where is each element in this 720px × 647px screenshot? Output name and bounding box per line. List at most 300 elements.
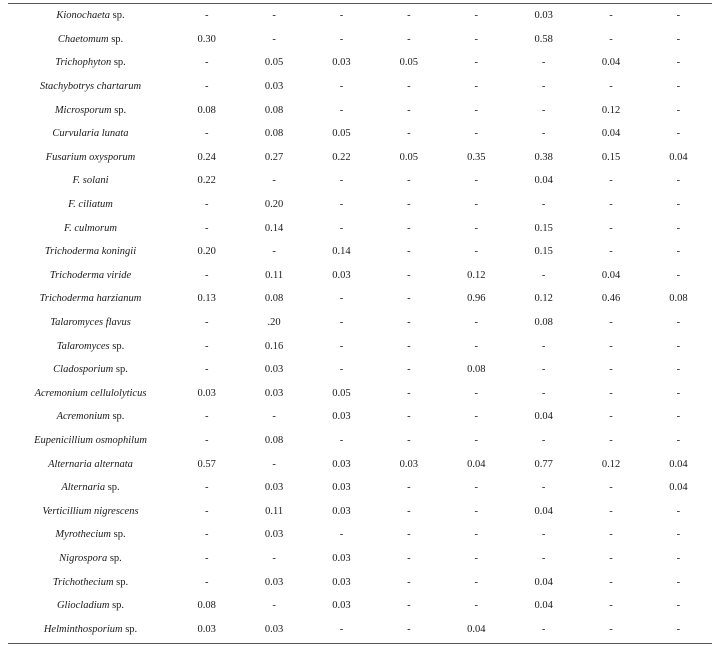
species-name: Cladosporium (53, 364, 114, 376)
species-cell (8, 476, 173, 500)
value-cell: - (609, 576, 613, 588)
value-cell: - (474, 128, 478, 140)
value-cell: 0.04 (534, 411, 553, 423)
value-cell: - (474, 529, 478, 541)
value-cell: - (339, 317, 344, 329)
table-row (8, 98, 712, 122)
table-row (8, 240, 712, 264)
species-cell (8, 334, 173, 358)
value-cell: - (272, 552, 276, 564)
value-cell: - (272, 33, 276, 45)
value-cell: 0.14 (332, 246, 351, 258)
species-name: Nigrospora (59, 552, 108, 564)
value-cell: - (609, 529, 613, 541)
value-cell: - (407, 600, 411, 612)
value-cell: - (204, 482, 209, 494)
value-cell: - (541, 529, 546, 541)
value-cell: 0.03 (399, 458, 419, 470)
value-cell: 0.04 (534, 576, 553, 588)
species-cell (8, 523, 173, 547)
value-cell: - (676, 269, 681, 281)
table-row (8, 146, 712, 170)
value-cell: - (204, 128, 209, 140)
value-cell: - (676, 199, 681, 211)
species-suffix: sp. (112, 340, 125, 352)
value-cell: - (609, 10, 613, 22)
value-cell: - (609, 33, 613, 45)
value-cell: - (474, 340, 478, 352)
value-cell: 0.04 (534, 505, 553, 517)
species-cell (8, 51, 173, 75)
value-cell: 0.03 (332, 576, 351, 588)
value-cell: 0.04 (669, 458, 688, 470)
value-cell: 0.96 (467, 293, 486, 305)
value-cell: - (676, 600, 681, 612)
value-cell: - (204, 57, 209, 69)
value-cell: 0.57 (197, 458, 216, 470)
value-cell: - (541, 387, 546, 399)
value-cell: .20 (267, 317, 281, 329)
value-cell: - (541, 482, 546, 494)
value-cell: 0.11 (265, 505, 284, 517)
value-cell: - (272, 175, 276, 187)
table-row (8, 476, 712, 500)
value-cell: - (676, 81, 681, 93)
value-cell: - (609, 505, 613, 517)
table-row (8, 382, 712, 406)
value-cell: - (676, 104, 681, 116)
value-cell: - (339, 104, 344, 116)
value-cell: 0.12 (601, 104, 621, 116)
value-cell: - (407, 529, 411, 541)
value-cell: 0.04 (601, 57, 621, 69)
value-cell: 0.03 (332, 269, 351, 281)
table-row (8, 405, 712, 429)
value-cell: - (407, 175, 411, 187)
value-cell: - (339, 623, 344, 635)
species-cell (8, 264, 173, 288)
table-row (8, 499, 712, 523)
value-cell: - (204, 576, 209, 588)
table-row (8, 51, 712, 75)
value-cell: - (541, 57, 546, 69)
species-name: Fusarium oxysporum (45, 151, 136, 163)
value-cell: - (609, 411, 613, 423)
species-name: Trichoderma viride (49, 269, 132, 281)
value-cell: - (407, 576, 411, 588)
value-cell: - (339, 175, 344, 187)
value-cell: - (609, 387, 613, 399)
value-cell: 0.03 (264, 364, 284, 376)
value-cell: - (204, 340, 209, 352)
species-cell (8, 405, 173, 429)
value-cell: 0.24 (197, 151, 216, 163)
value-cell: - (407, 10, 411, 22)
value-cell: - (474, 81, 478, 93)
species-cell (8, 287, 173, 311)
value-cell: 0.22 (332, 151, 351, 163)
table-row (8, 594, 712, 618)
species-cell (8, 382, 173, 406)
value-cell: 0.03 (332, 552, 351, 564)
table-row (8, 216, 712, 240)
value-cell: - (272, 600, 276, 612)
value-cell: - (474, 482, 478, 494)
value-cell: - (407, 81, 411, 93)
species-name: Myrothecium (55, 529, 111, 541)
value-cell: - (474, 222, 478, 234)
value-cell: 0.27 (264, 151, 284, 163)
species-name: Talaromyces (56, 340, 110, 352)
value-cell: - (407, 269, 411, 281)
species-suffix: sp. (113, 529, 126, 541)
value-cell: - (541, 128, 546, 140)
value-cell: 0.03 (332, 600, 351, 612)
value-cell: - (609, 552, 613, 564)
species-name: Kionochaeta (56, 10, 111, 22)
value-cell: - (676, 10, 681, 22)
value-cell: - (609, 81, 613, 93)
value-cell: 0.04 (467, 623, 486, 635)
species-cell (8, 216, 173, 240)
value-cell: - (339, 33, 344, 45)
value-cell: - (474, 199, 478, 211)
species-cell (8, 570, 173, 594)
species-name: Acremonium (56, 411, 110, 423)
species-suffix: sp. (112, 411, 125, 423)
species-name: Acremonium cellulolyticus (34, 387, 147, 399)
value-cell: 0.04 (601, 128, 621, 140)
value-cell: - (204, 81, 209, 93)
value-cell: 0.04 (669, 482, 688, 494)
value-cell: - (474, 411, 478, 423)
table-row (8, 169, 712, 193)
value-cell: 0.16 (264, 340, 284, 352)
value-cell: - (407, 128, 411, 140)
value-cell: 0.03 (264, 529, 284, 541)
value-cell: 0.08 (197, 104, 216, 116)
species-suffix: sp. (115, 364, 128, 376)
value-cell: - (676, 552, 681, 564)
value-cell: - (676, 434, 681, 446)
value-cell: - (339, 81, 344, 93)
value-cell: - (474, 505, 478, 517)
value-cell: - (272, 458, 276, 470)
value-cell: - (204, 411, 209, 423)
table-row (8, 523, 712, 547)
species-name: Talaromyces flavus (50, 317, 131, 329)
value-cell: - (407, 33, 411, 45)
value-cell: - (474, 57, 478, 69)
value-cell: 0.03 (197, 623, 216, 635)
value-cell: 0.08 (197, 600, 216, 612)
value-cell: 0.08 (264, 434, 284, 446)
value-cell: 0.03 (264, 387, 284, 399)
value-cell: - (609, 623, 613, 635)
value-cell: - (474, 246, 478, 258)
value-cell: 0.03 (264, 81, 284, 93)
value-cell: - (609, 600, 613, 612)
species-cell (8, 358, 173, 382)
species-cell (8, 122, 173, 146)
table-row (8, 4, 712, 28)
species-name: Gliocladium (56, 600, 110, 612)
value-cell: 0.03 (332, 505, 351, 517)
value-cell: 0.05 (332, 387, 351, 399)
value-cell: - (204, 269, 209, 281)
table-row (8, 264, 712, 288)
value-cell: - (272, 411, 276, 423)
value-cell: 0.46 (601, 293, 621, 305)
value-cell: 0.03 (264, 576, 284, 588)
species-suffix: sp. (125, 623, 138, 635)
value-cell: - (407, 293, 411, 305)
value-cell: 0.35 (467, 151, 486, 163)
species-name: F. solani (72, 175, 109, 187)
value-cell: - (407, 411, 411, 423)
value-cell: - (407, 434, 411, 446)
value-cell: - (474, 175, 478, 187)
value-cell: 0.15 (534, 222, 553, 234)
value-cell: 0.03 (332, 482, 351, 494)
value-cell: - (407, 552, 411, 564)
table-bottom-rule (8, 643, 712, 644)
value-cell: 0.04 (534, 600, 553, 612)
value-cell: 0.58 (534, 33, 553, 45)
table-row (8, 193, 712, 217)
table-row (8, 452, 712, 476)
value-cell: - (407, 222, 411, 234)
table-row (8, 429, 712, 453)
species-name: F. ciliatum (68, 199, 113, 211)
table-row (8, 570, 712, 594)
value-cell: - (474, 576, 478, 588)
value-cell: - (407, 387, 411, 399)
value-cell: 0.05 (332, 128, 351, 140)
value-cell: - (541, 623, 546, 635)
value-cell: - (474, 387, 478, 399)
species-name: Verticillium nigrescens (42, 505, 139, 517)
value-cell: - (609, 317, 613, 329)
value-cell: 0.03 (534, 10, 553, 22)
value-cell: - (474, 552, 478, 564)
value-cell: - (676, 576, 681, 588)
species-name: Alternaria alternata (48, 458, 133, 470)
value-cell: - (541, 81, 546, 93)
species-name: Helminthosporium (43, 623, 123, 635)
value-cell: 0.12 (534, 293, 553, 305)
value-cell: 0.08 (534, 317, 553, 329)
value-cell: - (407, 199, 411, 211)
value-cell: 0.12 (601, 458, 621, 470)
species-name: Stachybotrys chartarum (39, 81, 142, 93)
value-cell: 0.03 (264, 482, 284, 494)
value-cell: - (204, 529, 209, 541)
value-cell: - (541, 434, 546, 446)
value-cell: - (541, 364, 546, 376)
species-cell (8, 169, 173, 193)
value-cell: 0.30 (197, 33, 216, 45)
table-row (8, 334, 712, 358)
species-name: Trichoderma harzianum (39, 293, 142, 305)
value-cell: 0.77 (534, 458, 553, 470)
value-cell: - (407, 364, 411, 376)
species-suffix: sp. (116, 576, 129, 588)
species-suffix: sp. (113, 57, 126, 69)
value-cell: - (407, 317, 411, 329)
value-cell: - (339, 529, 344, 541)
value-cell: - (676, 246, 681, 258)
table-row (8, 547, 712, 571)
value-cell: - (339, 434, 344, 446)
value-cell: 0.38 (534, 151, 553, 163)
value-cell: 0.03 (332, 411, 351, 423)
value-cell: - (609, 246, 613, 258)
value-cell: - (339, 199, 344, 211)
species-suffix: sp. (114, 104, 127, 116)
table-row (8, 287, 712, 311)
value-cell: 0.08 (264, 293, 284, 305)
species-name: Eupenicillium osmophilum (34, 434, 147, 446)
value-cell: - (339, 340, 344, 352)
species-name: Chaetomum (57, 33, 109, 45)
species-cell (8, 311, 173, 335)
value-cell: 0.03 (264, 623, 284, 635)
value-cell: - (676, 175, 681, 187)
value-cell: 0.11 (265, 269, 284, 281)
value-cell: - (339, 293, 344, 305)
value-cell: 0.20 (197, 246, 216, 258)
value-cell: - (204, 222, 209, 234)
species-name: Trichophyton (55, 57, 112, 69)
species-cell (8, 452, 173, 476)
value-cell: - (541, 340, 546, 352)
species-suffix: sp. (112, 600, 125, 612)
value-cell: - (676, 33, 681, 45)
value-cell: 0.04 (467, 458, 486, 470)
value-cell: - (609, 175, 613, 187)
species-name: Alternaria (61, 482, 106, 494)
species-cell (8, 193, 173, 217)
value-cell: - (474, 104, 478, 116)
value-cell: - (609, 364, 613, 376)
value-cell: 0.05 (399, 57, 419, 69)
value-cell: 0.08 (467, 364, 486, 376)
value-cell: 0.04 (534, 175, 553, 187)
value-cell: - (676, 128, 681, 140)
data-table (8, 4, 712, 641)
species-suffix: sp. (107, 482, 120, 494)
value-cell: 0.03 (332, 57, 351, 69)
species-cell (8, 617, 173, 641)
value-cell: 0.22 (197, 175, 216, 187)
value-cell: - (609, 199, 613, 211)
table-row (8, 358, 712, 382)
table-row (8, 617, 712, 641)
value-cell: - (609, 434, 613, 446)
table-row (8, 311, 712, 335)
species-cell (8, 4, 173, 28)
species-name: Microsporum (54, 104, 112, 116)
value-cell: 0.13 (197, 293, 216, 305)
value-cell: - (676, 364, 681, 376)
species-cell (8, 75, 173, 99)
value-cell: - (407, 505, 411, 517)
value-cell: - (541, 269, 546, 281)
value-cell: - (407, 482, 411, 494)
value-cell: - (204, 552, 209, 564)
value-cell: 0.04 (669, 151, 688, 163)
value-cell: 0.20 (264, 199, 284, 211)
species-name: F. culmorum (64, 222, 117, 234)
table-body (8, 4, 712, 641)
value-cell: - (407, 623, 411, 635)
value-cell: - (474, 317, 478, 329)
value-cell: - (676, 317, 681, 329)
table-row (8, 75, 712, 99)
value-cell: - (204, 317, 209, 329)
species-cell (8, 594, 173, 618)
value-cell: - (204, 434, 209, 446)
value-cell: - (676, 57, 681, 69)
species-cell (8, 98, 173, 122)
value-cell: - (676, 623, 681, 635)
value-cell: - (541, 552, 546, 564)
value-cell: - (474, 33, 478, 45)
species-suffix: sp. (112, 10, 125, 22)
table-row (8, 28, 712, 52)
value-cell: - (204, 505, 209, 517)
value-cell: - (676, 411, 681, 423)
species-name: Curvularia lunata (52, 128, 129, 140)
value-cell: 0.12 (467, 269, 486, 281)
value-cell: 0.04 (601, 269, 621, 281)
value-cell: - (609, 482, 613, 494)
value-cell: 0.08 (264, 104, 284, 116)
value-cell: - (204, 364, 209, 376)
value-cell: - (609, 340, 613, 352)
value-cell: - (204, 199, 209, 211)
value-cell: 0.05 (264, 57, 284, 69)
value-cell: - (474, 10, 478, 22)
table-row (8, 122, 712, 146)
value-cell: - (676, 222, 681, 234)
species-cell (8, 28, 173, 52)
value-cell: - (541, 104, 546, 116)
species-cell (8, 499, 173, 523)
value-cell: 0.15 (601, 151, 621, 163)
value-cell: - (474, 434, 478, 446)
species-suffix: sp. (111, 33, 124, 45)
value-cell: - (676, 340, 681, 352)
value-cell: - (407, 340, 411, 352)
value-cell: - (541, 199, 546, 211)
value-cell: 0.05 (399, 151, 419, 163)
value-cell: - (407, 246, 411, 258)
value-cell: - (474, 600, 478, 612)
value-cell: - (407, 104, 411, 116)
species-cell (8, 240, 173, 264)
value-cell: 0.03 (332, 458, 351, 470)
value-cell: - (339, 10, 344, 22)
species-name: Trichoderma koningii (44, 246, 137, 258)
value-cell: 0.08 (264, 128, 284, 140)
value-cell: - (339, 222, 344, 234)
value-cell: - (339, 364, 344, 376)
value-cell: 0.14 (264, 222, 284, 234)
value-cell: - (676, 529, 681, 541)
value-cell: - (609, 222, 613, 234)
